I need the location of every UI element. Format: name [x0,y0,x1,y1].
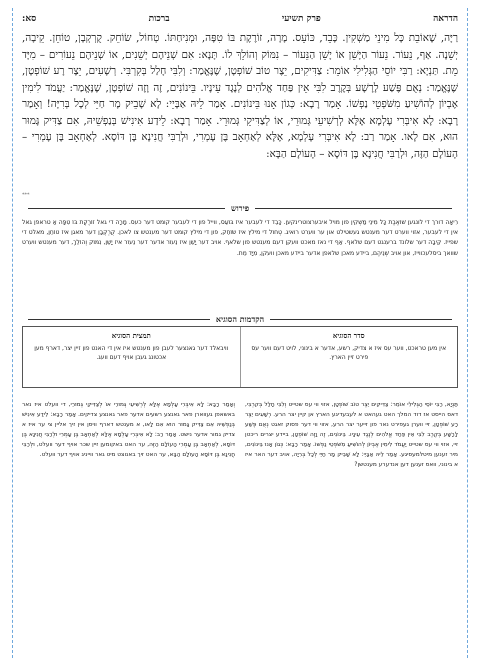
peirush-text: רִיאָה דורך די לונגען שׁוֹאֶבֶת כָּל מִינֵי מַשְׁקִין פון מויל איבערצוטרינקען. כָּבֵד די לעבער איז בּוֹעֵס, ווייל פון די לעבער קומט דער כעס. מָרָה די גאל זוֹרֶקֶת בּוֹ טִפָּה אַ טראפן גאל אין די לעבער, אזוי ווערט דער מענטש געשטילט און ער ווערט רואיג. טְחוֹל די מילץ איז שׂוֹחֵק, פון די מילץ קומט דער מענטש צו לאכן. קֻרְקְבָן דער מאגן איז טוֹחֵן, מאלט די שפייז. קֵיבָה דער שלונד ברענגט דעם שלאף. אַף די נאז מאכט וועקן דעם מענטש פון שלאף. אויב דער יָשֵׁן איז נֵעוֹר אדער דער נֵעוֹר איז יָשֵׁן, נִמּוֹק וְהוֹלֵךְ, דער מענטש ווערט שוואך ביסלעכווייז, און אויב שְׁנֵיהֶם, ביידע מאכן שלאפן אדער ביידע מאכן וועקן, מִיָּד מֵת. [22,219,458,257]
hakdamot-box [22,326,458,388]
page-number: סא: [22,13,37,24]
section-end-mark: *** [22,192,30,198]
seder-hasugya [241,327,458,387]
tamtzis-text: וויבאלד דער גאנצער לעבן פון מענטש איז אין די האנט פון זיין יצר, דארף מען אכטונג געבן אויף דעם וועג. [34,345,229,361]
peirush-heading [22,203,458,213]
commentary-column-right: תַּנְיָא, רַבִּי יוֹסֵי הַגְּלִילִי אוֹמֵר: צַדִּיקִים יֵצֶר טוֹב שׁוֹפְטָן, אזוי ווי עס שטייט וְלִבִּי חָלַל בְּקִרְבִּי, דאס הייסט אז דוד המלך האט געהאט א לעבעדיגע הארץ אן קיין יצר הרע. רְשָׁעִים יֵצֶר רָע שׁוֹפְטָן, זיי ווערן געפירט נאר פון זייער יצר הרע, אזוי ווי דער פסוק זאגט נְאֻם פֶּשַׁע לָרָשָׁע בְּקֶרֶב לִבִּי אֵין פַּחַד אֱלֹהִים לְנֶגֶד עֵינָיו. בֵּינוֹנִים, זֶה וָזֶה שׁוֹפְטָן, ביידע יצרים ריכטן זיי, אזוי ווי עס שטייט יַעֲמֹד לִימִין אֶבְיוֹן לְהוֹשִׁיעַ מִשֹּׁפְטֵי נַפְשׁוֹ. אָמַר רָבָא: כְּגוֹן אָנוּ בֵּינוֹנִים, מיר זענען מיטלמעסיגע. אָמַר לֵיהּ אַבָּיֵי: לָא שָׁבֵיק מָר חַיֵּי לְכָל בְּרִיָּה, אויב דער האר איז א בינוני, וואס זענען דען אנדערע מענטשן? [245,402,458,468]
divider [28,319,210,320]
divider [255,208,452,209]
perek-label: הדראה [433,13,458,24]
divider [270,319,452,320]
tractate-name: ברכות [148,13,170,24]
tamtzis-title: תמצית הסוגיא [111,331,151,340]
seder-text: אין מען טראכט, ווער עס איז א צדיק, רשע, אדער א בינוני, לויט דעם ווער עס פירט זיין הארץ. [251,345,447,361]
hakdamot-title: הקדמות הסוגיא [215,314,265,324]
seder-title: סדר הסוגיא [332,331,365,340]
commentary-column-left: וְאָמַר רָבָא: לָא אִיבְּרִי עָלְמָא אֶלָּא לְרְשִׁיעֵי גְּמוּרֵי אוֹ לְצַדִּיקֵי גְּמוּרֵי, די וועלט איז נאר באשאפן געווארן פאר גאנצע רשעים אדער פאר גאנצע צדיקים. אָמַר רָבָא: לֵידַע אִינִישׁ בְּנַפְשֵׁיהּ אִם צַדִּיק גָּמוּר הוּא אִם לָאו, א מענטש דארף וויסן אין זיך אליין צי ער איז א צדיק גמור אדער נישט. אָמַר רַב: לָא אִיבְּרִי עָלְמָא אֶלָּא לְאַחְאָב בֶּן עָמְרִי וּלְרַבִּי חֲנִינָא בֶּן דּוֹסָא, לְאַחְאָב בֶּן עָמְרִי הָעוֹלָם הַזֶּה, ער האט באקומען זיין שכר אויף דער וועלט, וּלְרַבִּי חֲנִינָא בֶּן דּוֹסָא הָעוֹלָם הַבָּא, ער האט זיך באנוצט מיט גאר ווייניג אויף דער וועלט. [22,402,235,458]
divider [28,208,225,209]
gemara-text: רַיָּה, שֶׁאוֹבֵת כָּל מִינֵי מַשְׁקִין. כָּבֵד, כּוֹעֵס. מָרָה, זוֹרֶקֶת בּוֹ טִפָּה, וּמְנִיחַתּוֹ. טְחוֹל, שׂוֹחֵק. קֻרְקְבָן, טוֹחֵן. קֵיבָה, יְשֵׁנָה. אַף, נֵעוֹר. נֵעוֹר הַיָּשֵׁן אוֹ יָשֵׁן הַנֵּעוֹר – נִמּוֹק וְהוֹלֵךְ לוֹ. תָּנָא: אִם שְׁנֵיהֶם יְשֵׁנִים, אוֹ שְׁנֵיהֶם נֵעוֹרִים – מִיָּד מֵת. תַּנְיָא: רַבִּי יוֹסֵי הַגְּלִילִי אוֹמֵר: צַדִּיקִים, יֵצֶר טוֹב שׁוֹפְטָן, שֶׁנֶּאֱמַר: וְלִבִּי חָלַל בְּקִרְבִּי. רְשָׁעִים, יֵצֶר רָע שׁוֹפְטָן, שֶׁנֶּאֱמַר: נְאֻם פֶּשַׁע לָרָשָׁע בְּקֶרֶב לִבִּי אֵין פַּחַד אֱלֹהִים לְנֶגֶד עֵינָיו. בֵּינוֹנִים, זֶה וָזֶה שׁוֹפְטָן, שֶׁנֶּאֱמַר: יַעֲמֹד לִימִין אֶבְיוֹן לְהוֹשִׁיעַ מִשֹּׁפְטֵי נַפְשׁוֹ. אָמַר רָבָא: כְּגוֹן אָנוּ בֵּינוֹנִים. אָמַר לֵיהּ אַבָּיֵי: לָא שָׁבֵיק מָר חַיֵּי לְכָל בְּרִיָּה! וְאָמַר רָבָא: לָא אִיבְּרִי עָלְמָא אֶלָּא לְרְשִׁיעֵי גְּמוּרֵי, אוֹ לְצַדִּיקֵי גְּמוּרֵי. אָמַר רָבָא: לֵידַע אִינִישׁ בְּנַפְשֵׁיהּ, אִם צַדִּיק גָּמוּר הוּא, אִם לָאו. אָמַר רַב: לָא אִיבְּרִי עָלְמָא, אֶלָּא לְאַחְאָב בֶּן עָמְרִי, וּלְרַבִּי חֲנִינָא בֶּן דּוֹסָא. לְאַחְאָב בֶּן עָמְרִי – הָעוֹלָם הַזֶּה, וּלְרַבִּי חֲנִינָא בֶּן דּוֹסָא – הָעוֹלָם הַבָּא: [22,32,458,160]
commentary-columns [22,400,458,650]
hakdamot-heading [22,314,458,324]
page-header [22,10,458,26]
chapter-title: פרק תשיעי [281,13,321,24]
peirush-title: פירוש [230,203,250,213]
tamtzis-hasugya [23,327,241,387]
